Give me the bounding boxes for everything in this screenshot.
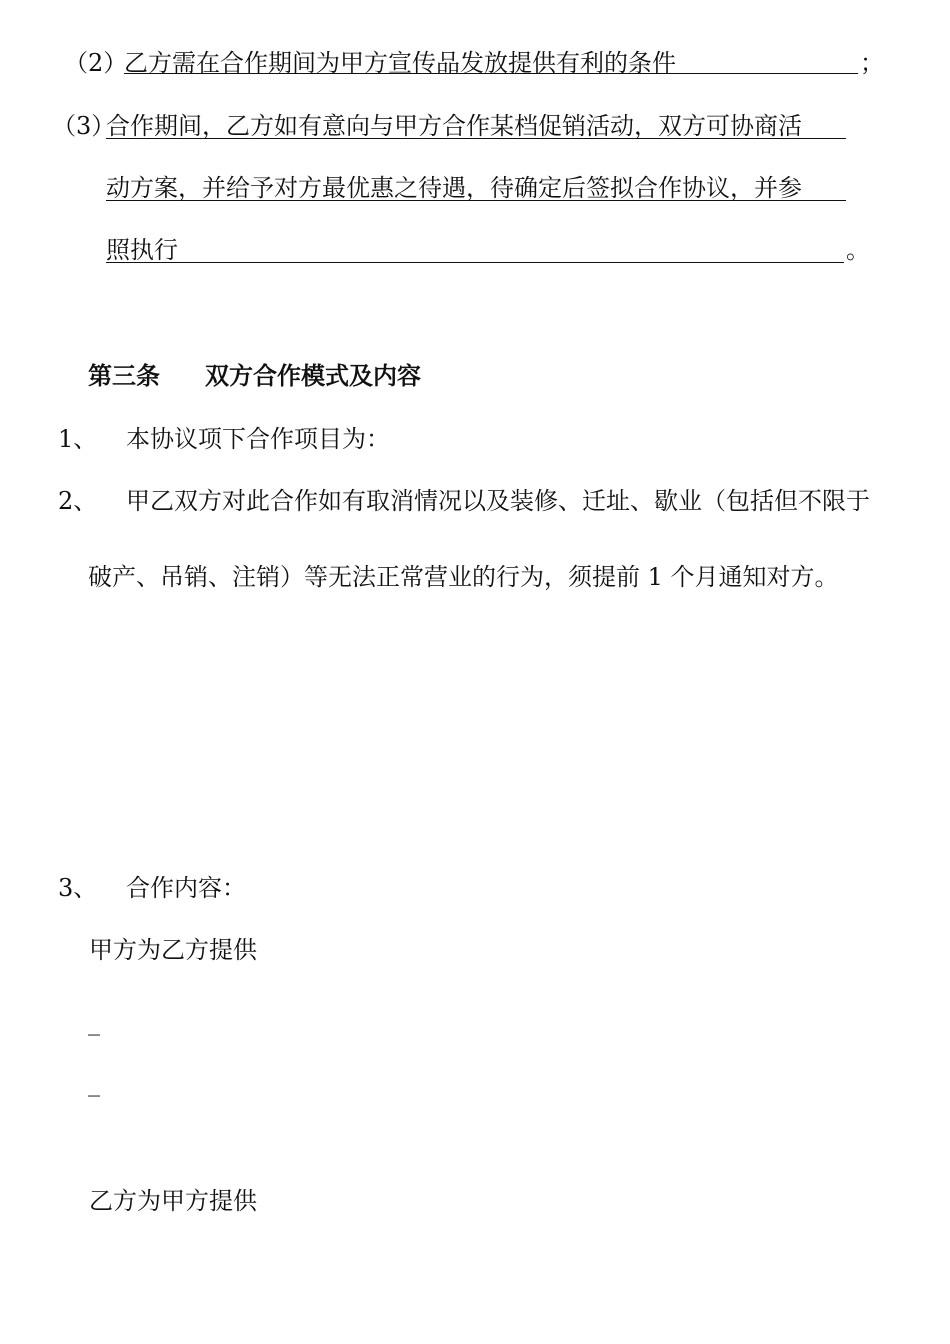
item-3-underline-2: [106, 200, 846, 201]
clause-3-heading-title: 双方合作模式及内容: [205, 361, 421, 390]
clause-3-item-2-text: 甲乙双方对此合作如有取消情况以及装修、迁址、歇业（包括但不限于: [126, 487, 870, 515]
item-3-marker: （3）: [52, 112, 116, 140]
clause-3-item-3-text: 合作内容：: [126, 874, 246, 902]
item-3-line-1: 合作期间，乙方如有意向与甲方合作某档促销活动，双方可协商活: [106, 112, 802, 140]
item-2-underline: [124, 73, 858, 74]
item-2-text: 乙方需在合作期间为甲方宣传品发放提供有利的条件: [124, 49, 676, 77]
item-2-marker: （2）: [64, 49, 128, 77]
clause-3-heading-number: 第三条: [88, 361, 160, 390]
blank-line-2: _: [88, 1069, 100, 1097]
party-b-provides-label: 乙方为甲方提供: [89, 1187, 257, 1215]
item-3-underline-3: [106, 262, 844, 263]
clause-3-item-1-text: 本协议项下合作项目为：: [126, 425, 390, 453]
item-3-line-3: 照执行: [106, 236, 178, 264]
clause-3-item-3-number: 3、: [58, 874, 98, 902]
clause-3-item-2-number: 2、: [58, 487, 98, 515]
item-3-underline-1: [106, 138, 846, 139]
item-3-end: 。: [846, 236, 870, 264]
blank-line-1: _: [88, 1008, 100, 1036]
party-a-provides-label: 甲方为乙方提供: [89, 936, 257, 964]
item-3-line-2: 动方案，并给予对方最优惠之待遇，待确定后签拟合作协议，并参: [106, 174, 802, 202]
clause-3-item-1-number: 1、: [58, 425, 98, 453]
item-2-end: ；: [860, 49, 884, 77]
clause-3-item-2-continuation: 破产、吊销、注销）等无法正常营业的行为，须提前 1 个月通知对方。: [88, 563, 839, 591]
